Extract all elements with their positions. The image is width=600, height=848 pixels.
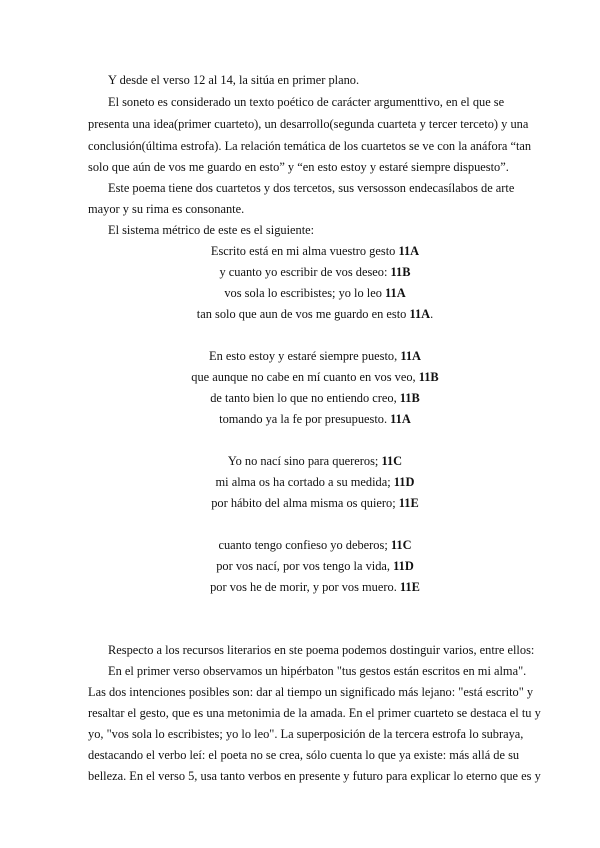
paragraph-line: belleza. En el verso 5, usa tanto verbos en presente y futuro para explicar lo eterno que es y — [88, 769, 541, 783]
poem-verse: y cuanto yo escribir de vos deseo: 11B — [219, 265, 411, 279]
paragraph-line: conclusión(última estrofa). La relación temática de los cuartetos se ve con la anáfora “tan — [88, 139, 532, 153]
paragraph-line: presenta una idea(primer cuarteto), un desarrollo(segunda cuarteta y tercer terceto) y una — [88, 117, 529, 131]
poem-verse: mi alma os ha cortado a su medida; 11D — [215, 475, 415, 489]
paragraph-line: mayor y su rima es consonante. — [88, 202, 245, 216]
poem-verse: Yo no nací sino para quereros; 11C — [227, 454, 403, 468]
meter-label: 11A — [385, 286, 406, 300]
paragraph-line: solo que aún de vos me guardo en esto” y “en esto estoy y estaré siempre dispuesto”. — [88, 160, 509, 174]
meter-label: 11E — [398, 496, 419, 510]
meter-label: 11C — [381, 454, 403, 468]
intro-line: Y desde el verso 12 al 14, la sitúa en primer plano. — [108, 73, 360, 87]
meter-label: 11D — [393, 559, 414, 573]
poem-verse: En esto estoy y estaré siempre puesto, 11A — [209, 349, 421, 363]
poem-verse: por vos nací, por vos tengo la vida, 11D — [216, 559, 414, 573]
poem-verse: cuanto tengo confieso yo deberos; 11C — [218, 538, 412, 552]
poem-verse: vos sola lo escribistes; yo lo leo 11A — [224, 286, 406, 300]
paragraph-line: destacando el verbo leí: el poeta no se crea, sólo cuenta lo que ya existe: más allá de su — [88, 748, 520, 762]
meter-label: 11A — [390, 412, 411, 426]
poem-verse: que aunque no cabe en mí cuanto en vos veo, 11B — [191, 370, 439, 384]
poem-verse: por hábito del alma misma os quiero; 11E — [211, 496, 419, 510]
poem-verse: de tanto bien lo que no entiendo creo, 11B — [210, 391, 420, 405]
poem-verse: por vos he de morir, y por vos muero. 11E — [210, 580, 420, 594]
paragraph-line: El sistema métrico de este es el siguiente: — [108, 223, 315, 237]
meter-label: 11C — [390, 538, 412, 552]
meter-label: 11A — [409, 307, 431, 321]
paragraph-line: resaltar el gesto, que es una metonimia de la amada. En el primer cuarteto se destaca el tu y — [88, 706, 541, 720]
meter-label: 11E — [399, 580, 420, 594]
paragraph-line: Respecto a los recursos literarios en ste poema podemos dostinguir varios, entre ellos: — [108, 643, 535, 657]
meter-label: 11A — [400, 349, 421, 363]
paragraph-line: En el primer verso observamos un hipérbaton "tus gestos están escritos en mi alma". — [108, 664, 527, 678]
paragraph-line: El soneto es considerado un texto poético de carácter argumenttivo, en el que se — [108, 95, 505, 109]
meter-label: 11B — [418, 370, 439, 384]
paragraph-line: Las dos intenciones posibles son: dar al tiempo un significado más lejano: "está escrito" y — [88, 685, 534, 699]
paragraph-line: yo, "vos sola lo escribistes; yo lo leo". La superposición de la tercera estrofa lo subraya, — [88, 727, 524, 741]
poem-verse: tan solo que aun de vos me guardo en esto 11A. — [196, 307, 434, 321]
meter-label: 11B — [399, 391, 420, 405]
meter-label: 11A — [398, 244, 420, 258]
meter-label: 11B — [390, 265, 411, 279]
poem-verse: Escrito está en mi alma vuestro gesto 11A — [210, 244, 420, 258]
paragraph-line: Este poema tiene dos cuartetos y dos tercetos, sus versosson endecasílabos de arte — [108, 181, 515, 195]
meter-label: 11D — [393, 475, 415, 489]
poem-verse: tomando ya la fe por presupuesto. 11A — [219, 412, 411, 426]
